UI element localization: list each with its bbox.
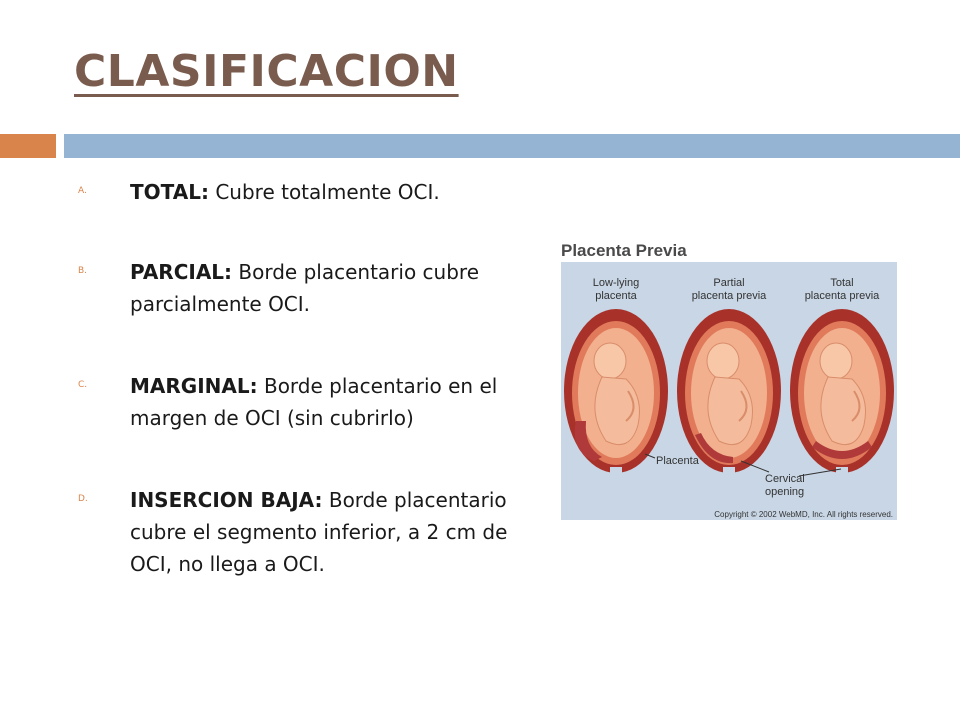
placenta-previa-figure xyxy=(559,236,899,522)
list-item-description: Borde placentario cubre parcialmente OCI. xyxy=(130,260,479,316)
panel-2-label-line1: Partial xyxy=(713,277,745,289)
list-item-text xyxy=(130,256,510,320)
list-item-term: TOTAL: xyxy=(130,180,209,204)
list-item-text xyxy=(130,370,510,434)
figure-heading: Placenta Previa xyxy=(561,241,687,260)
placenta-label: Placenta xyxy=(656,455,699,467)
list-item-total xyxy=(78,176,510,208)
list-item-term: PARCIAL: xyxy=(130,260,233,284)
cervical-label-line2: opening xyxy=(765,486,805,498)
list-item-letter: D. xyxy=(78,494,88,504)
accent-bar xyxy=(0,134,56,158)
list-item-letter: A. xyxy=(78,186,87,196)
figure-copyright: Copyright © 2002 WebMD, Inc. All rights reserved. xyxy=(714,510,893,519)
list-item-parcial xyxy=(78,256,510,320)
panel-1-label-line1: Low-lying xyxy=(592,277,640,289)
panel-3-label-line2: placenta previa xyxy=(804,290,880,302)
list-item-insercion-baja xyxy=(78,484,510,580)
list-item-description: Cubre totalmente OCI. xyxy=(208,180,440,204)
list-item-description: Borde placentario en el margen de OCI (sin cubrirlo) xyxy=(130,374,498,430)
cervical-label-line1: Cervical xyxy=(765,473,805,485)
list-item-text xyxy=(130,176,510,208)
list-item-marginal xyxy=(78,370,510,434)
list-item-term: MARGINAL: xyxy=(130,374,258,398)
panel-3-label-line1: Total xyxy=(830,277,854,289)
placenta-previa-illustration xyxy=(559,236,899,522)
slide-title: CLASIFICACION xyxy=(74,46,459,97)
panel-1-label-line2: placenta xyxy=(595,290,637,302)
list-item-letter: C. xyxy=(78,380,88,390)
panel-2-label-line2: placenta previa xyxy=(691,290,767,302)
list-item-description: Borde placentario cubre el segmento inferior, a 2 cm de OCI, no llega a OCI. xyxy=(130,488,508,576)
header-bar xyxy=(64,134,960,158)
list-item-term: INSERCION BAJA: xyxy=(130,488,323,512)
list-item-letter: B. xyxy=(78,266,88,276)
list-item-text xyxy=(130,484,510,580)
